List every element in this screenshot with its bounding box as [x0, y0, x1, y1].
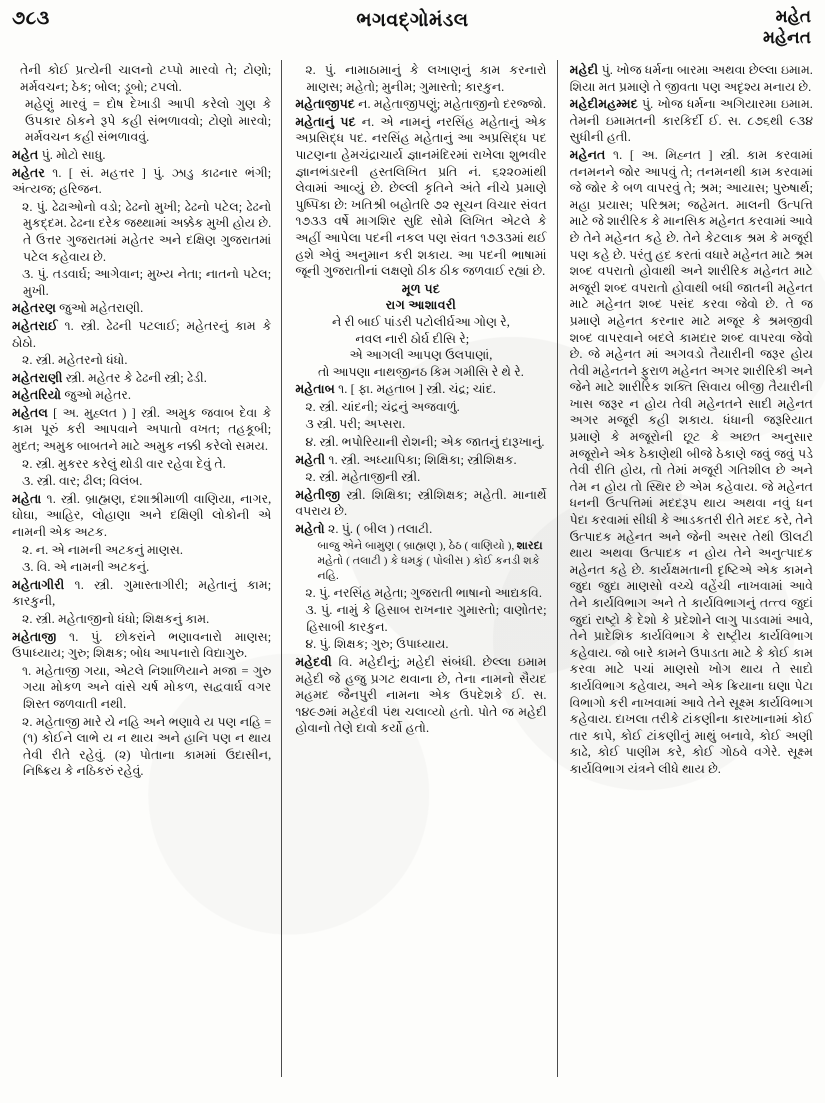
verse-line: ને રી બાઈ પાંડરી પટોલીર્ઘઆ ગોણ રે,	[332, 314, 510, 329]
entry-continuation: તેની કોઈ પ્રત્યેની ચાલનો ટપ્પો મારવો તે; ટોણો; મર્મવચન; ઠેક; બોલ; ડૂબો; ટપલો.	[20, 63, 272, 94]
dictionary-entry	[12, 387, 271, 404]
entry-headword: મહેતાજી	[12, 629, 57, 644]
entry-sense: ૩. સ્ત્રી. વાર; ઢીલ; વિલંબ.	[22, 474, 143, 489]
entry-sense: ૩ સ્ત્રી. પરી; અપ્સરા.	[305, 417, 406, 432]
column-left	[0, 58, 281, 1103]
entry-definition: ન. મહેતાજીપણું; મહેતાજીનો દરજ્જો.	[354, 97, 547, 112]
entry-definition: જુઓ મહેતર.	[61, 388, 132, 403]
verse-title: મૂળ પદ	[401, 281, 441, 296]
quotation-block	[295, 539, 546, 584]
dictionary-entry	[12, 629, 271, 662]
entry-definition: [ અ. મુહ્લત ) ] સ્ત્રી. અમુક જવાબ દેવા કે કામ પૂરું કરી આપવાને અપાતો વખત; તહકૂબી; મુદત; અમુક બાબતને માટે અમુક નક્કી કરેલો સમય.	[12, 405, 272, 454]
dictionary-entry	[570, 96, 813, 146]
entry-headword: મહેતરાઈ	[12, 318, 58, 333]
entry-definition: પું. ખોજ ધર્મના બારમા અથવા છેલ્લા ઇમામ. શિયા મત પ્રમાણે તે જીવતા પણ અદૃશ્ય મનાય છે.	[569, 63, 813, 94]
column-grid	[0, 58, 825, 1103]
entry-sense: ૨. સ્ત્રી. ચાંદની; ચંદ્રનું અજવાળું.	[305, 399, 460, 414]
entry-sense: ૪. પું. શિક્ષક; ગુરુ; ઉપાધ્યાય.	[305, 637, 449, 652]
book-title: ભગવદ્ગોમંડલ	[356, 10, 469, 31]
entry-definition: સ્ત્રી. શિક્ષિકા; સ્ત્રીશિક્ષક; મહેતી. માનાર્થે વપરાય છે.	[295, 487, 547, 519]
entry-headword: મહેતો	[295, 522, 325, 537]
guide-words	[763, 6, 811, 49]
entry-headword: મહેત	[12, 147, 39, 162]
dictionary-entry	[12, 147, 271, 164]
running-head	[0, 0, 825, 58]
dictionary-entry	[295, 452, 546, 469]
entry-headword: મહેદી	[569, 63, 599, 77]
entry-sense: ૪. સ્ત્રી. ભપોરિયાની રોશની; એક જાતનું દારૂખાનું.	[305, 435, 545, 450]
entry-definition: સ્ત્રી. મહેતર કે ઢેઢની સ્ત્રી; ઢેડી.	[62, 370, 207, 385]
dictionary-entry	[295, 487, 546, 520]
entry-definition: ૧. [ સં. મહત્તર ] પું. ઝાડુ કાઢનાર ભંગી; અંત્યજ; હરિજન.	[12, 165, 272, 197]
entry-sense: ૨. પું. ઢેઢાઓનો વડો; ઢેઢનો મુખી; ઢેઢનો પટેલ; ઢેઢનો મુકદ્દમ. ઢેઢના દરેક જથ્થામાં અક્કેક મુખી હોય છે. તે ઉત્તર ગુજરાતમાં મહેતર અને દક્ષિણ ગુજરાતમાં પટેલ કહેવાય છે.	[22, 199, 272, 264]
dictionary-entry	[570, 62, 813, 95]
entry-sense: ૩. પું. તડવાર્ઘ; આગેવાન; મુખ્ય નેતા; નાતનો પટેલ; મુખી.	[22, 267, 272, 298]
verse-line: તો આપણા નાથજીનઠ કિમ ગમીસિ રે થે રે.	[318, 364, 524, 379]
dictionary-entry	[295, 114, 546, 280]
entry-sense: ૨. ન. એ નામની અટકનું માણસ.	[22, 542, 184, 557]
verse-block	[295, 281, 546, 381]
entry-sense: ૩. વિ. એ નામની અટકનું.	[22, 560, 150, 575]
entry-sense: ૨. સ્ત્રી. મહેતાજીનો ધંધો; શિક્ષકનું કામ.	[22, 612, 210, 626]
entry-headword: મહેતા	[12, 491, 42, 506]
guide-word-first: મહેત	[775, 7, 811, 26]
entry-definition: જુઓ મહેતરાણી.	[55, 301, 144, 316]
entry-sense: ૨. સ્ત્રી. મહેતરનો ધંધો.	[22, 353, 128, 368]
entry-headword: મહેતરણ	[12, 301, 56, 316]
entry-definition: ૧. સ્ત્રી. બ્રાહ્મણ, દશાશ્રીમાળી વાણિયા, નાગર, ઘોઘા, આહિર, લોહાણા અને દક્ષિણી લોકોની એ નામની એક અટક.	[12, 491, 272, 540]
entry-headword: મહેદવી	[295, 655, 332, 669]
column-right	[558, 58, 825, 1103]
dictionary-entry	[12, 577, 271, 610]
dictionary-entry	[12, 370, 271, 387]
dictionary-entry	[295, 96, 546, 113]
entry-definition: ૨. પું. ( બીલ ) તલાટી.	[324, 522, 433, 537]
entry-headword: મહેતરાણી	[12, 370, 63, 385]
entry-headword: મહેદીમહમ્મદ	[569, 97, 638, 112]
dictionary-entry	[295, 381, 546, 398]
entry-sense: ૨. પું. નરસિંહ મહેતા; ગુજરાતી ભાષાનો આદ્યકવિ.	[305, 585, 543, 600]
verse-raga-subtitle: રાગ આશાવરી	[385, 298, 457, 313]
column-middle	[282, 58, 556, 1103]
dictionary-entry	[12, 491, 271, 541]
entry-headword: મહેતી	[295, 452, 326, 467]
dictionary-entry	[12, 300, 271, 317]
quotation-citation: શારદા	[516, 539, 543, 552]
entry-definition: પું. ખોજ ધર્મના અગિયારમા ઇમામ. તેમની ઇમામતની કારકિર્દી ઈ. સ. ૮૭૬થી ૯૩૪ સુધીની હતી.	[569, 97, 813, 145]
dictionary-entry	[12, 405, 271, 455]
verse-line: એ આગલી આપણ ઉલપાણાં,	[349, 348, 493, 363]
dictionary-entry	[295, 521, 546, 538]
page-folio-number: ૭૮૩	[12, 8, 50, 29]
entry-headword: મહેતાગીરી	[12, 577, 65, 592]
entry-headword: મહેનત	[569, 147, 606, 162]
entry-idiom: મહેણું મારવું = દોષ દેખાડી આપી કરેલો ગુણ કે ઉપકાર ઠોકને રૂપે કહી સંભળાવવો; ટોણો મારવો; મર્મવચન કહી સંભળાવવું.	[25, 97, 272, 145]
entry-definition: ૧. સ્ત્રી. ઢેઢની પટલાઈ; મહેતરનું કામ કે ઠોઠો.	[12, 318, 272, 350]
entry-sense: ૨. પું. નામાઠામાનું કે લખાણનું કામ કરનારો માણસ; મહેતો; મુનીમ; ગુમાસ્તો; કારકુન.	[305, 63, 547, 94]
dictionary-entry	[570, 147, 813, 778]
dictionary-entry	[12, 165, 271, 198]
entry-headword: મહેતલ	[12, 405, 48, 420]
entry-headword: મહેતાજીપદ	[295, 97, 355, 112]
entry-headword: મહેતર	[12, 165, 45, 180]
entry-headword: મહેતાનું પદ	[295, 114, 356, 129]
entry-sense: ૨. મહેતાજી મારે યે નહિ અને ભણાવે ય પણ નહિ = (૧) કોઈને લાભે ય ન થાય અને હાનિ પણ ન થાય તેવી રીતે રહેવું. (૨) પોતાના કામમાં ઉદાસીન, નિષ્ક્રિય કે નઠિકરું રહેવું.	[22, 714, 272, 779]
entry-sense: ૧. મહેતાજી ગયા, એટલે નિશાળિયાને મજા = ગુરુ ગયા મોકળ અને વાંસે ચર્ષ મોકળ, સદ્વવાર્ઘ વગર શિસ્ત જળવાતી નથી.	[22, 663, 272, 711]
entry-headword: મહેતીજી	[295, 487, 341, 502]
entry-definition: ૧. સ્ત્રી. અધ્યાપિકા; શિક્ષિકા; સ્ત્રીશિક્ષક.	[325, 452, 517, 467]
entry-sense: ૨. સ્ત્રી. મુકરર કરેલું થોડી વાર રહેવા દેવું તે.	[22, 456, 226, 471]
entry-definition: ૧. પું. છોકરાંને ભણાવનારો માણસ; ઉપાધ્યાય; ગુરુ; શિક્ષક; બોધ આપનારો વિદ્યાગુરુ.	[12, 629, 272, 661]
guide-word-last: મહેનત	[762, 28, 811, 48]
dictionary-entry	[12, 318, 271, 351]
entry-definition: ન. એ નામનું નરસિંહ મહેતાનું એક અપ્રસિદ્ધ પદ. નરસિંહ મહેતાનું આ અપ્રસિદ્ધ પદ પાટણના હેમચંદ્રાચાર્ય જ્ઞાનમંદિરમાં રાખેલા શુભવીર જ્ઞાનભંડારની હસ્તલિખિત પ્રતિ નં. ૬૨૨૦માંથી લેવામાં આવ્યું છે. છેલ્લી કૃતિને અંતે નીચે પ્રમાણે પુષ્પિકા છે: ખતિશ્રી બહોતરિ ૭૨ સૂચન વિચાર સંવત ૧૭૩૩ વર્ષે માગશિર સુદિ સોમે લિખિત એટલે કે અહીં આપેલા પદની નકલ પણ સંવત ૧૭૩૩માં થઈ હશે એવું અનુમાન કરી શકાય. આ પદની ભાષામાં જૂની ગુજરાતીનાં લક્ષણો ઠીક ઠીક જળવાઈ રહ્યાં છે.	[295, 114, 547, 279]
entry-definition: ૧. [ અ. મિહ્નત ] સ્ત્રી. કામ કરવામાં તનમનને જોર આપવું તે; તનમનથી કામ કરવામાં જે જોર કે બળ વાપરવું તે; શ્રમ; આયાસ; પુરુષાર્થ; મહા પ્રયાસ; પરિશ્રમ; જહેમત. માલની ઉત્પત્તિ માટે જે શારીરિક કે માનસિક મહેનત કરવામાં આવે છે તેને મહેનત કહે છે. તેને કેટલાક શ્રમ કે મજૂરી પણ કહે છે. પરંતુ હદ કરતાં વધારે મહેનત માટે શ્રમ શબ્દ વપરાતો હોવાથી અને શારીરિક મહેનત માટે મજૂરી શબ્દ વપરાતો હોવાથી બધી જાતની મહેનત માટે મહેનત શબ્દ પસંદ કરવા જેવો છે. તે જ પ્રમાણે મહેનત કરનાર માટે મજૂર કે શ્રમજીવી શબ્દ વાપરવાને બદલે કામદાર શબ્દ વાપરવા જેવો છે. જે મહેનત માં અગવડો તૈયારીની જરૂર હોય તેવી મહેનતને ફુરાળ મહેનત અગર શારીરિકી અને જેને માટે શારીરિક શક્તિ સિવાય બીજી તૈયારીની ખાસ જરૂર ન હોય તેવી મહેનતને સાદી મહેનત અગર મજૂરી કહી શકાય. ધંધાની જરૂરિયાત પ્રમાણે કે મજૂરોની છૂટ કે અછત અનુસાર મજૂરોને એક ઠેકાણેથી બીજે ઠેકાણે જવું જવું પડે તેવી રીતિ હોય, તો તેમાં મજૂરી ગતિશીલ છે અને તેમ ન હોય તો સ્થિર છે એમ કહેવાય. જે મહેનત ધનની ઉત્પત્તિમાં મદદરૂપ થાય અથવા નવું ધન પેદા કરવામાં સીધી કે આડકતરી રીતે મદદ કરે, તેને ઉત્પાદક મહેનત અને જેની અસર તેથી ઊલટી થાય અથવા ઉત્પાદક ન હોય તેને અનુત્પાદક મહેનત કહે છે. કાર્યક્ષમતાની દૃષ્ટિએ એક કામને જુદા જુદા માણસો વચ્ચે વહેંચી નાખવામાં આવે તેને કાર્યવિભાગ અને તે કાર્યવિભાગનું તત્ત્વ જુદાં જુદાં રાષ્ટ્રો કે દેશો કે પ્રદેશોને લાગુ પાડવામાં આવે, તેને પ્રાદેશિક કાર્યવિભાગ કે રાષ્ટ્રીય કાર્યવિભાગ કહેવાય. જો બારે કામને ઉપાડતા માટે કે કોઈ કામ કરવા માટે પચાં માણસો ખોગ થાય તે સાદો કાર્યવિભાગ કહેવાય, અને એક ક્રિયાના ઘણા પેટા વિભાગો કરી નાખવામાં આવે તેને સૂક્ષ્મ કાર્યવિભાગ કહેવાય. દાખલા તરીકે ટાંકણીના કારખાનામાં કોઈ તાર કાપે, કોઈ ટાંકણીનું માથું બનાવે, કોઈ અણી કાઢે, કોઈ પાણીમ કરે, કોઈ ગોઠવે વગેરે. સૂક્ષ્મ કાર્યવિભાગ યંત્રને લીધે થાય છે.	[569, 147, 813, 776]
dictionary-entry	[295, 654, 546, 737]
entry-definition: પું. મોટો સાધુ.	[38, 147, 106, 162]
quotation-text: બાજુ એને બામુણ ( બ્રાહ્મણ ), ઠેઠ ( વાણિયો ), મહેતો ( તલાટી ) કે ધમકું ( પોલીસ ) કોઈ કનડી શકે નહિ.	[317, 539, 540, 582]
verse-line: નવલ નારી ઠોર્ઘ દીસિ રે;	[355, 331, 470, 346]
entry-definition: ૧. સ્ત્રી. ગુમાસ્તાગીરી; મહેતાનું કામ; કારકુની,	[12, 577, 272, 609]
entry-sense: ૩. પું. નામું કે હિસાબ રાખનાર ગુમાસ્તો; વાણોતર; હિસાબી કારકુન.	[305, 603, 547, 634]
entry-sense: ૨. સ્ત્રી. મહેતાજીની સ્ત્રી.	[305, 470, 421, 485]
entry-definition: વિ. મહેદીનું; મહેદી સંબંધી. છેલ્લા ઇમામ મહેદી જે હજુ પ્રગટ થવાના છે, તેના નામનો સૈયદ મહમદ જૈનપુરી નામના એક ઉપદેશકે ઈ. સ. ૧૪૯૭માં મહેદવી પંથ ચલાવ્યો હતો. પોતે જ મહેદી હોવાનો તેણે દાવો કર્યો હતો.	[295, 655, 547, 736]
entry-headword: મહેતરિયો	[12, 388, 62, 403]
entry-headword: મહેતાબ	[295, 382, 335, 397]
entry-definition: ૧. [ ફા. મહતાબ ] સ્ત્રી. ચંદ્ર; ચાંદ.	[334, 382, 496, 397]
